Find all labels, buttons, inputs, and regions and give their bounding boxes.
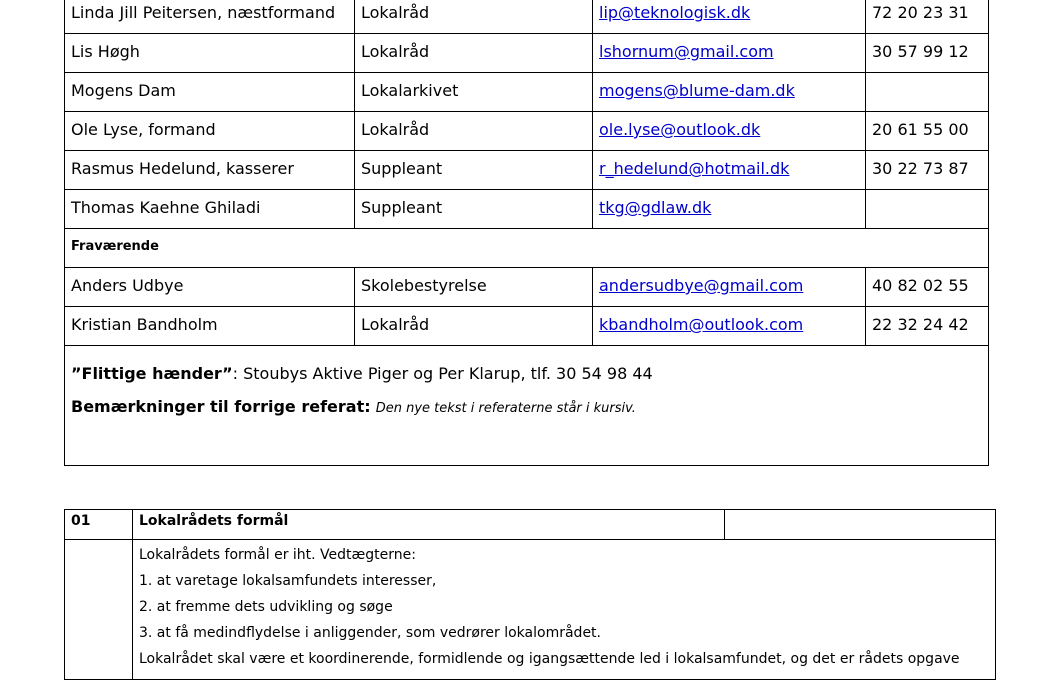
member-role: Suppleant (355, 151, 593, 190)
member-name: Anders Udbye (65, 268, 355, 307)
member-email-link[interactable]: tkg@gdlaw.dk (599, 198, 712, 217)
members-table (64, 0, 989, 466)
table-row (65, 190, 989, 229)
table-row (65, 307, 989, 346)
helpers-text: : Stoubys Aktive Piger og Per Klarup, tlf. 30 54 98 44 (232, 364, 653, 383)
member-email-cell (593, 112, 866, 151)
member-phone (866, 190, 989, 229)
agenda-body (133, 540, 996, 680)
table-row (65, 268, 989, 307)
remarks-text: Den nye tekst i referaterne står i kursiv. (375, 401, 636, 416)
table-row (65, 0, 989, 34)
table-row (65, 73, 989, 112)
member-phone: 22 32 24 42 (866, 307, 989, 346)
member-role: Lokalråd (355, 112, 593, 151)
member-email-cell (593, 307, 866, 346)
member-name: Mogens Dam (65, 73, 355, 112)
member-email-cell (593, 0, 866, 34)
agenda-line: 3. at få medindflydelse i anliggender, som vedrører lokalområdet. (139, 625, 601, 641)
member-role: Lokalråd (355, 34, 593, 73)
member-phone: 40 82 02 55 (866, 268, 989, 307)
helpers-label: ”Flittige hænder” (71, 364, 233, 383)
member-name: Kristian Bandholm (65, 307, 355, 346)
member-email-link[interactable]: ole.lyse@outlook.dk (599, 120, 761, 139)
member-role: Lokalråd (355, 0, 593, 34)
agenda-title: Lokalrådets formål (133, 510, 725, 540)
agenda-empty-cell (725, 510, 996, 540)
agenda-line: Lokalrådet skal være et koordinerende, formidlende og igangsættende led i lokalsamfundet, og det er rådets opgave (139, 651, 960, 667)
remarks-label: Bemærkninger til forrige referat: (71, 397, 371, 416)
member-email-link[interactable]: lshornum@gmail.com (599, 42, 774, 61)
member-rows (65, 0, 989, 466)
member-email-cell (593, 73, 866, 112)
table-row (65, 151, 989, 190)
member-phone: 72 20 23 31 (866, 0, 989, 34)
member-role: Lokalarkivet (355, 73, 593, 112)
member-email-link[interactable]: lip@teknologisk.dk (599, 3, 751, 22)
helpers-line (71, 364, 982, 383)
member-role: Suppleant (355, 190, 593, 229)
member-name: Lis Høgh (65, 34, 355, 73)
agenda-line: 2. at fremme dets udvikling og søge (139, 599, 393, 615)
member-email-link[interactable]: r_hedelund@hotmail.dk (599, 159, 790, 178)
member-name: Ole Lyse, formand (65, 112, 355, 151)
agenda-line: 1. at varetage lokalsamfundets interesser, (139, 573, 437, 589)
member-name: Thomas Kaehne Ghiladi (65, 190, 355, 229)
table-row (65, 112, 989, 151)
table-row (65, 34, 989, 73)
member-email-cell (593, 34, 866, 73)
remarks-line (71, 397, 982, 416)
notes-row (65, 346, 989, 466)
member-phone: 30 22 73 87 (866, 151, 989, 190)
member-email-link[interactable]: mogens@blume-dam.dk (599, 81, 795, 100)
member-role: Skolebestyrelse (355, 268, 593, 307)
member-email-cell (593, 268, 866, 307)
member-email-cell (593, 190, 866, 229)
agenda-header-row (65, 510, 996, 540)
member-phone: 30 57 99 12 (866, 34, 989, 73)
notes-cell (65, 346, 989, 466)
agenda-table (64, 509, 996, 680)
member-name: Rasmus Hedelund, kasserer (65, 151, 355, 190)
agenda-body-row (65, 540, 996, 680)
agenda-number-spacer (65, 540, 133, 680)
member-email-link[interactable]: kbandholm@outlook.com (599, 315, 804, 334)
member-phone (866, 73, 989, 112)
agenda-number: 01 (65, 510, 133, 540)
member-email-link[interactable]: andersudbye@gmail.com (599, 276, 804, 295)
absent-section-label: Fraværende (65, 229, 989, 268)
member-email-cell (593, 151, 866, 190)
member-role: Lokalråd (355, 307, 593, 346)
agenda-line: Lokalrådets formål er iht. Vedtægterne: (139, 547, 416, 563)
member-name: Linda Jill Peitersen, næstformand (65, 0, 355, 34)
member-phone: 20 61 55 00 (866, 112, 989, 151)
absent-section-row (65, 229, 989, 268)
